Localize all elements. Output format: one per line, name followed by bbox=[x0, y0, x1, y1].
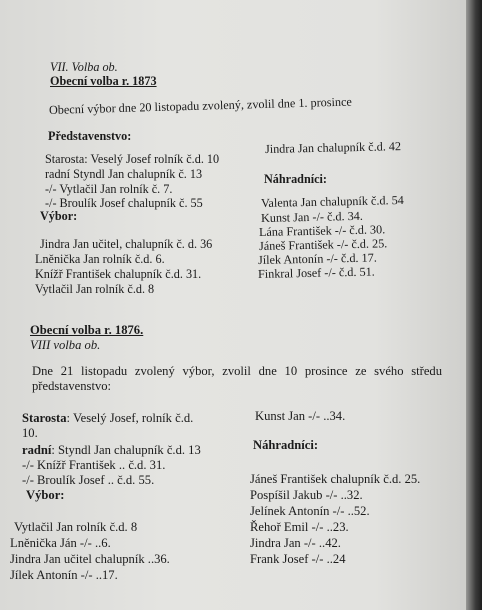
page-edge-shadow bbox=[466, 0, 482, 610]
section2-right-top: Kunst Jan -/- ..34. bbox=[255, 409, 346, 423]
section1-heading: Obecní volba r. 1873 bbox=[50, 74, 157, 88]
section1-italic-heading: VII. Volba ob. bbox=[50, 60, 118, 74]
section2-vybor-line: Jílek Antonín -/- ..17. bbox=[10, 568, 118, 582]
section2-vybor-label: Výbor: bbox=[26, 488, 65, 502]
section2-nahradnici-line: Jindra Jan -/- ..42. bbox=[250, 536, 341, 550]
section1-nahradnici-line: Kunst Jan -/- č.d. 34. bbox=[260, 208, 364, 225]
section2-vybor-line: Lněnička Ján -/- ..6. bbox=[10, 536, 111, 550]
section1-nahradnici-line: Finkral Josef -/- č.d. 51. bbox=[257, 264, 375, 281]
section2-starosta-label: Starosta bbox=[22, 411, 67, 425]
section1-nahradnici-label: Náhradníci: bbox=[264, 172, 327, 186]
section1-left-line: Starosta: Veselý Josef rolník č.d. 10 bbox=[45, 152, 220, 166]
section2-nahradnici-line: Jáneš František chalupník č.d. 25. bbox=[250, 472, 421, 486]
section2-intro: Dne 21 listopadu zvolený výbor, zvolil dne 10 prosince ze svého středu představenstvo: bbox=[32, 364, 442, 393]
section1-left-line: -/- Vytlačil Jan rolník č. 7. bbox=[45, 182, 173, 196]
section2-heading: Obecní volba r. 1876. bbox=[30, 323, 144, 337]
section1-nahradnici-line: Jílek Antonín -/- č.d. 17. bbox=[257, 250, 377, 267]
section2-radni-line bbox=[22, 443, 201, 458]
section2-radni-text: : Styndl Jan chalupník č.d. 13 bbox=[51, 443, 201, 457]
section1-left-line: radní Styndl Jan chalupník č. 13 bbox=[45, 167, 203, 181]
section2-left-line: -/- Broulík Josef .. č.d. 55. bbox=[22, 473, 155, 487]
section2-nahradnici-line: Pospíšil Jakub -/- ..32. bbox=[250, 488, 363, 502]
section2-nahradnici-line: Řehoř Emil -/- ..23. bbox=[250, 520, 349, 534]
section1-vybor-label: Výbor: bbox=[40, 209, 78, 223]
section1-nahradnici-line: Jáneš František -/- č.d. 25. bbox=[258, 236, 388, 253]
section2-nahradnici-line: Frank Josef -/- ..24 bbox=[250, 552, 346, 566]
section1-vybor-line: Vytlačil Jan rolník č.d. 8 bbox=[35, 282, 155, 296]
section1-nahradnici-line: Lána František -/- č.d. 30. bbox=[258, 222, 386, 239]
section1-predstavenstvo-label: Představenstvo: bbox=[48, 129, 132, 143]
section1-left-line: -/- Broulík Josef chalupník č. 55 bbox=[45, 196, 203, 210]
section2-vybor-line: Vytlačil Jan rolník č.d. 8 bbox=[14, 520, 138, 534]
section2-nahradnici-label: Náhradníci: bbox=[253, 438, 319, 452]
section2-left-line: -/- Knížř František .. č.d. 31. bbox=[22, 458, 166, 472]
section2-starosta-text: : Veselý Josef, rolník č.d. bbox=[66, 411, 194, 425]
section1-vybor-line: Jindra Jan učitel, chalupník č. d. 36 bbox=[40, 237, 213, 251]
section1-vybor-line: Lněnička Jan rolník č.d. 6. bbox=[35, 252, 165, 266]
section1-right-top: Jindra Jan chalupník č.d. 42 bbox=[264, 139, 402, 156]
section1-vybor-line: Knížř František chalupník č.d. 31. bbox=[35, 267, 202, 281]
section1-nahradnici-line: Valenta Jan chalupník č.d. 54 bbox=[260, 193, 404, 210]
section2-starosta-cont: 10. bbox=[22, 426, 38, 440]
section2-radni-label: radní bbox=[22, 443, 52, 457]
section2-italic-heading: VIII volba ob. bbox=[30, 338, 101, 352]
section2-nahradnici-line: Jelínek Antonín -/- ..52. bbox=[250, 504, 370, 518]
section2-starosta-line bbox=[22, 411, 193, 426]
section2-vybor-line: Jindra Jan učitel chalupník ..36. bbox=[10, 552, 170, 566]
section1-intro: Obecní výbor dne 20 listopadu zvolený, zvolil dne 1. prosince bbox=[48, 94, 353, 117]
